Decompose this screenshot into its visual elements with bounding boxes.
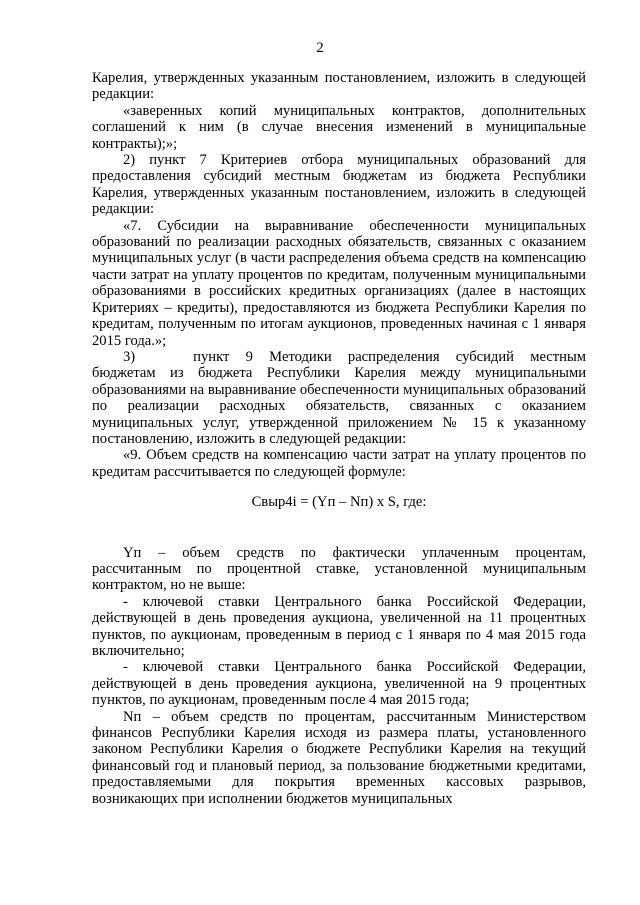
paragraph-item-3: [92, 349, 586, 447]
paragraph-key-rate-9: - ключевой ставки Центрального банка Российской Федерации, действующей в день проведения аукциона, увеличенной на 9 процентных пунктов, по аукционам, проведенным после 4 мая 2015 года;: [92, 659, 586, 709]
paragraph-np-definition: Nп – объем средств по процентам, рассчитанным Министерством финансов Республики Карелия исходя из размера платы, установленного законом Республики Карелия о бюджете Республики Карелия на текущий финансовый год и плановый период, за пользование бюджетными кредитами, предоставляемыми для покрытия временных кассовых разрывов, возникающих при исполнении бюджетов муниципальных: [92, 708, 586, 807]
item-3-text: пункт 9 Методики распределения субсидий местным бюджетам из бюджета Республики Карелия между муниципальными образованиями на выравнивание обеспеченности муниципальных образований по реализации расходных обязательств, связанных с оказанием муниципальных услуг, утвержденной приложением № 15 к указанному постановлению, изложить в следующей редакции:: [92, 348, 586, 447]
paragraph-quote-item-9: «9. Объем средств на компенсацию части затрат на уплату процентов по кредитам рассчитывается по следующей формуле:: [92, 447, 586, 480]
paragraph-continuation: Карелия, утвержденных указанным постановлением, изложить в следующей редакции:: [92, 70, 586, 103]
item-3-number: 3): [123, 348, 136, 365]
paragraph-item-2: 2) пункт 7 Критериев отбора муниципальных образований для предоставления субсидий местным бюджетам из бюджета Республики Карелия, утвержденных указанным постановлением, изложить в следующей редакции:: [92, 152, 586, 218]
paragraph-quote-item-7: «7. Субсидии на выравнивание обеспеченности муниципальных образований по реализации расходных обязательств, связанных с оказанием муниципальных услуг (в части распределения объема средств на компенсацию части затрат на уплату процентов по кредитам, полученным муниципальными образованиями в российских кредитных организациях (далее в настоящих Критериях – кредиты), предоставляются из бюджета Республики Карелия по кредитам, полученным по итогам аукционов, проведенных начиная с 1 января 2015 года.»;: [92, 217, 586, 349]
formula: Свыр4i = (Yп – Nп) x S, где:: [251, 494, 427, 511]
paragraph-key-rate-11: - ключевой ставки Центрального банка Российской Федерации, действующей в день проведения аукциона, увеличенной на 11 процентных пунктов, по аукционам, проведенным в период с 1 января по 4 мая 2015 года включительно;: [92, 593, 586, 659]
paragraph-quote-copies: «заверенных копий муниципальных контрактов, дополнительных соглашений к ним (в случае внесения изменений в муниципальные контракты);»;: [92, 102, 586, 152]
paragraph-yp-definition: Yп – объем средств по фактически уплаченным процентам, рассчитанным по процентной ставке, установленной муниципальным контрактом, но не выше:: [92, 544, 586, 594]
document-body: [92, 70, 586, 807]
page-number: 2: [316, 40, 324, 56]
